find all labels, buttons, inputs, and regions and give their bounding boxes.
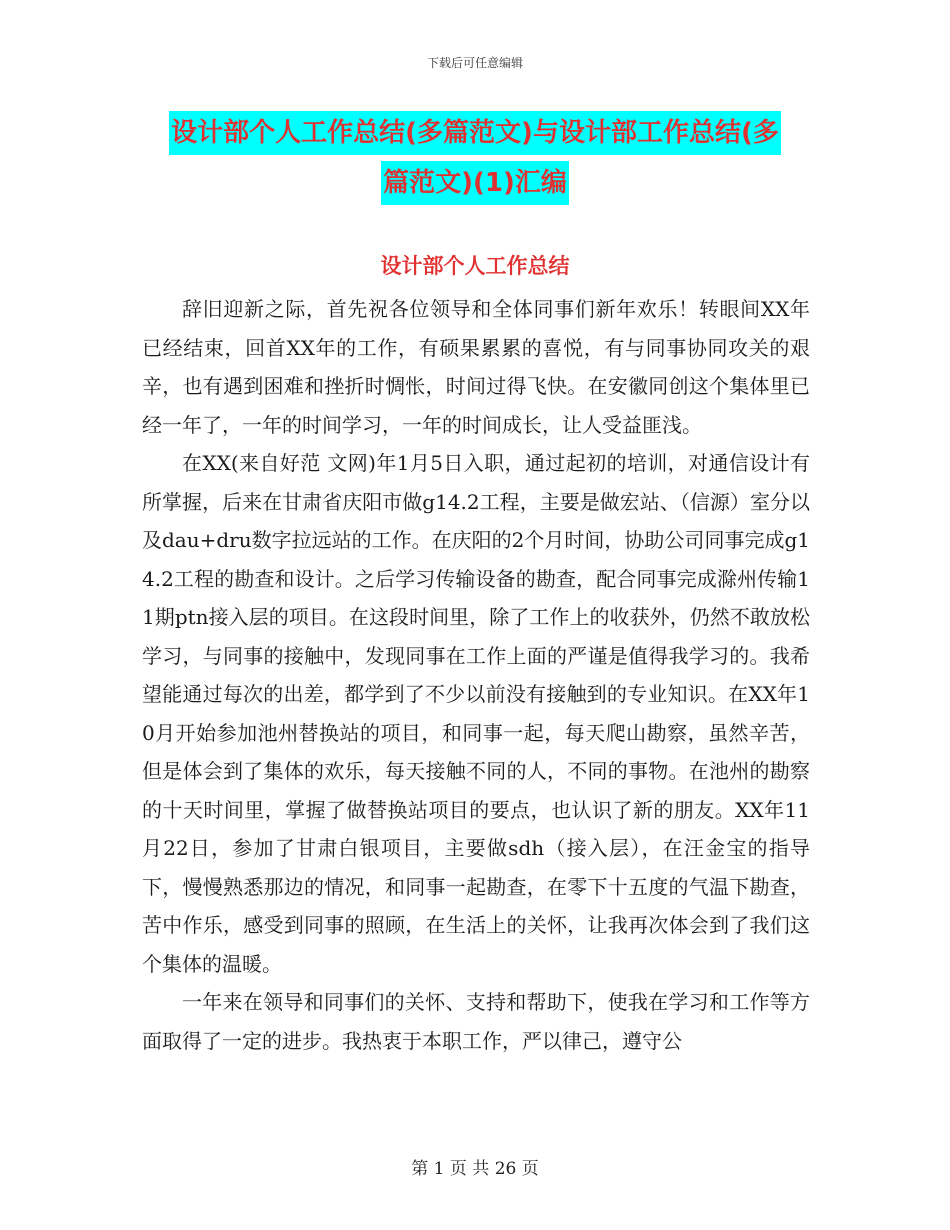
paragraph-1: 辞旧迎新之际，首先祝各位领导和全体同事们新年欢乐！转眼间XX年已经结束，回首XX年的工作，有硕果累累的喜悦，有与同事协同攻关的艰辛，也有遇到困难和挫折时惆怅，时间过得飞快。在安徽同创这个集体里已经一年了，一年的时间学习，一年的时间成长，让人受益匪浅。	[142, 297, 810, 437]
document-title	[145, 108, 805, 208]
page-footer: 第 1 页 共 26 页	[411, 1159, 539, 1179]
title-line-2: 篇范文)(1)汇编	[381, 161, 569, 205]
title-line-1: 设计部个人工作总结(多篇范文)与设计部工作总结(多	[169, 111, 781, 155]
document-body	[142, 290, 810, 1060]
page-header: 下载后可任意编辑	[426, 56, 523, 70]
section-title: 设计部个人工作总结	[380, 254, 570, 278]
paragraph-3: 一年来在领导和同事们的关怀、支持和帮助下，使我在学习和工作等方面取得了一定的进步。我热衷于本职工作，严以律己，遵守公	[142, 990, 810, 1053]
paragraph-2: 在XX(来自好范 文网)年1月5日入职，通过起初的培训，对通信设计有所掌握，后来在甘肃省庆阳市做g14.2工程，主要是做宏站、（信源）室分以及dau+dru数字拉远站的工作。在庆阳的2个月时间，协助公司同事完成g14.2工程的勘查和设计。之后学习传输设备的勘查，配合同事完成滁州传输11期ptn接入层的项目。在这段时间里，除了工作上的收获外，仍然不敢放松学习，与同事的接触中，发现同事在工作上面的严谨是值得我学习的。我希望能通过每次的出差，都学到了不少以前没有接触到的专业知识。在XX年10月开始参加池州替换站的项目，和同事一起，每天爬山勘察，虽然辛苦，但是体会到了集体的欢乐，每天接触不同的人，不同的事物。在池州的勘察的十天时间里，掌握了做替换站项目的要点，也认识了新的朋友。XX年11月22日，参加了甘肃白银项目，主要做sdh（接入层），在汪金宝的指导下，慢慢熟悉那边的情况，和同事一起勘查，在零下十五度的气温下勘查，苦中作乐，感受到同事的照顾，在生活上的关怀，让我再次体会到了我们这个集体的温暖。	[142, 451, 810, 976]
